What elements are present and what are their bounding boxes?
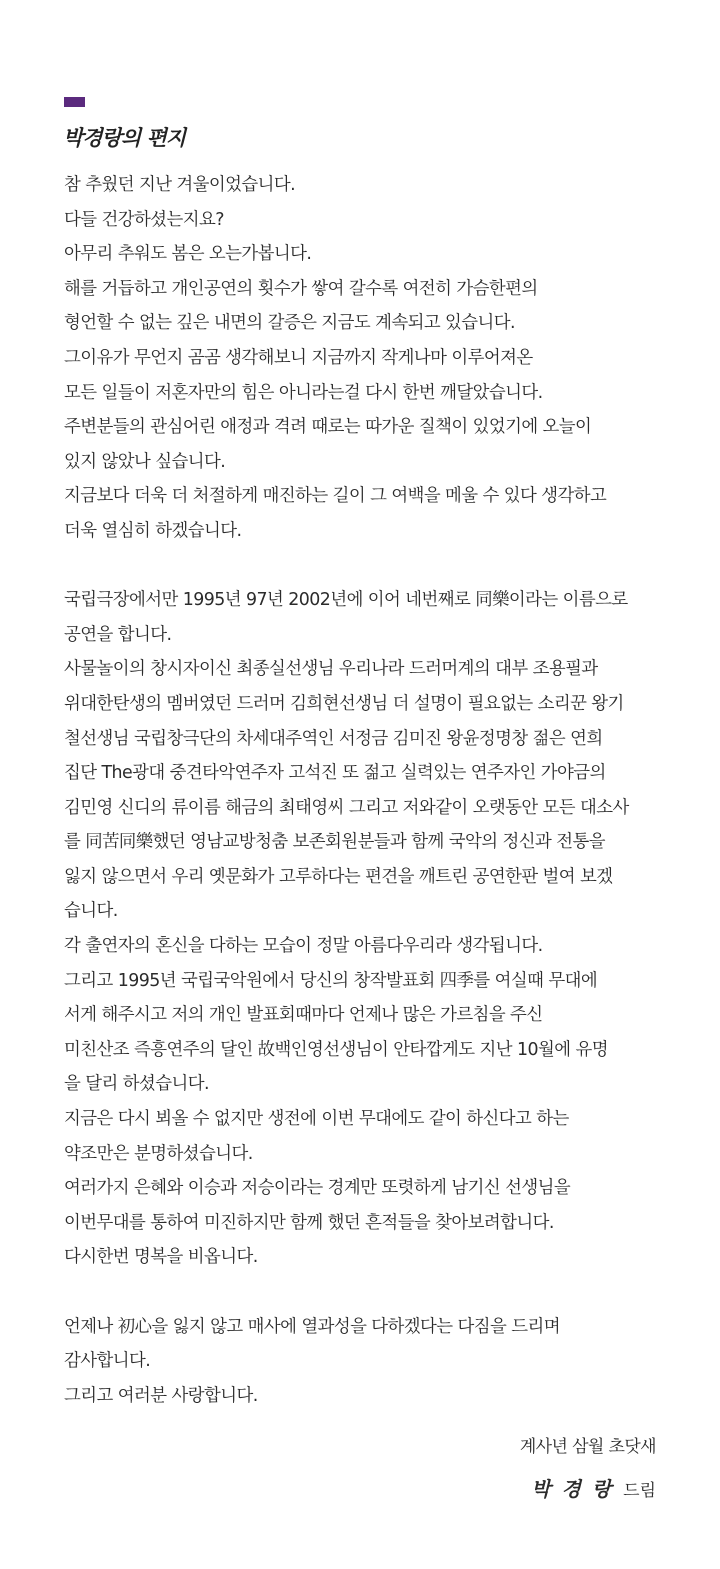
text-line: 각 출연자의 혼신을 다하는 모습이 정말 아름다우리라 생각됩니다. — [64, 936, 543, 957]
text-line: 주변분들의 관심어린 애정과 격려 때로는 따가운 질책이 있었기에 오늘이 — [64, 417, 592, 438]
text-line: 있지 않았나 싶습니다. — [64, 451, 226, 472]
paragraph-2 — [64, 583, 664, 1275]
signature-name: 박 경 랑 — [531, 1477, 614, 1501]
text-line: 지금보다 더욱 더 처절하게 매진하는 길이 그 여백을 메울 수 있다 생각하고 — [64, 486, 607, 507]
text-line: 다시한번 명복을 비옵니다. — [64, 1247, 258, 1268]
text-line: 약조만은 분명하셨습니다. — [64, 1143, 253, 1164]
text-line: 다들 건강하셨는지요? — [64, 209, 224, 230]
accent-bar — [64, 97, 85, 107]
text-line: 지금은 다시 뵈올 수 없지만 생전에 이번 무대에도 같이 하신다고 하는 — [64, 1109, 569, 1130]
text-line: 그리고 1995년 국립국악원에서 당신의 창작발표회 四季를 여실때 무대에 — [64, 970, 598, 991]
text-line: 참 추웠던 지난 겨울이었습니다. — [64, 175, 296, 195]
text-line: 더욱 열심히 하겠습니다. — [64, 520, 242, 541]
text-line: 감사합니다. — [64, 1351, 151, 1372]
text-line: 서게 해주시고 저의 개인 발표회때마다 언제나 많은 가르침을 주신 — [64, 1005, 543, 1026]
text-line: 위대한탄생의 멤버였던 드러머 김희현선생님 더 설명이 필요없는 소리꾼 왕기 — [64, 693, 624, 714]
text-line: 집단 The광대 중견타악연주자 고석진 또 젊고 실력있는 연주자인 가야금의 — [64, 763, 606, 784]
letter-body — [64, 168, 664, 1413]
paragraph-gap — [64, 1275, 664, 1310]
text-line: 여러가지 은혜와 이승과 저승이라는 경계만 또렷하게 남기신 선생님을 — [64, 1178, 571, 1199]
closing-signature — [256, 1473, 656, 1502]
paragraph-3 — [64, 1310, 664, 1414]
letter-title: 박경랑의 편지 — [63, 125, 186, 150]
paragraph-1 — [64, 168, 664, 549]
text-line: 미친산조 즉흥연주의 달인 故백인영선생님이 안타깝게도 지난 10월에 유명 — [64, 1039, 608, 1060]
text-line: 을 달리 하셨습니다. — [64, 1074, 209, 1095]
closing-date: 계사년 삼월 초닷새 — [519, 1437, 656, 1457]
text-line: 언제나 初心을 잃지 않고 매사에 열과성을 다하겠다는 다짐을 드리며 — [64, 1316, 560, 1337]
text-line: 공연을 합니다. — [64, 624, 172, 645]
text-line: 김민영 신디의 류이름 해금의 최태영씨 그리고 저와같이 오랫동안 모든 대소사 — [64, 797, 629, 818]
text-line: 형언할 수 없는 깊은 내면의 갈증은 지금도 계속되고 있습니다. — [64, 313, 516, 334]
text-line: 그리고 여러분 사랑합니다. — [64, 1385, 258, 1406]
text-line: 모든 일들이 저혼자만의 힘은 아니라는걸 다시 한번 깨달았습니다. — [64, 382, 543, 403]
paragraph-gap — [64, 549, 664, 584]
text-line: 습니다. — [64, 901, 118, 922]
text-line: 해를 거듭하고 개인공연의 횟수가 쌓여 갈수록 여전히 가슴한편의 — [64, 278, 538, 299]
text-line: 아무리 추워도 봄은 오는가봅니다. — [64, 244, 312, 265]
text-line: 이번무대를 통하여 미진하지만 함께 했던 흔적들을 찾아보려합니다. — [64, 1212, 554, 1233]
text-line: 잃지 않으면서 우리 옛문화가 고루하다는 편견을 깨트린 공연한판 벌여 보겠 — [64, 866, 613, 887]
text-line: 국립극장에서만 1995년 97년 2002년에 이어 네번째로 同樂이라는 이름으로 — [64, 590, 628, 611]
text-line: 사물놀이의 창시자이신 최종실선생님 우리나라 드러머계의 대부 조용필과 — [64, 659, 598, 680]
signoff: 드림 — [623, 1481, 656, 1501]
text-line: 철선생님 국립창극단의 차세대주역인 서정금 김미진 왕윤정명창 젊은 연희 — [64, 728, 603, 749]
text-line: 를 同苦同樂했던 영남교방청춤 보존회원분들과 함께 국악의 정신과 전통을 — [64, 832, 605, 853]
text-line: 그이유가 무언지 곰곰 생각해보니 지금까지 작게나마 이루어져온 — [64, 347, 533, 368]
